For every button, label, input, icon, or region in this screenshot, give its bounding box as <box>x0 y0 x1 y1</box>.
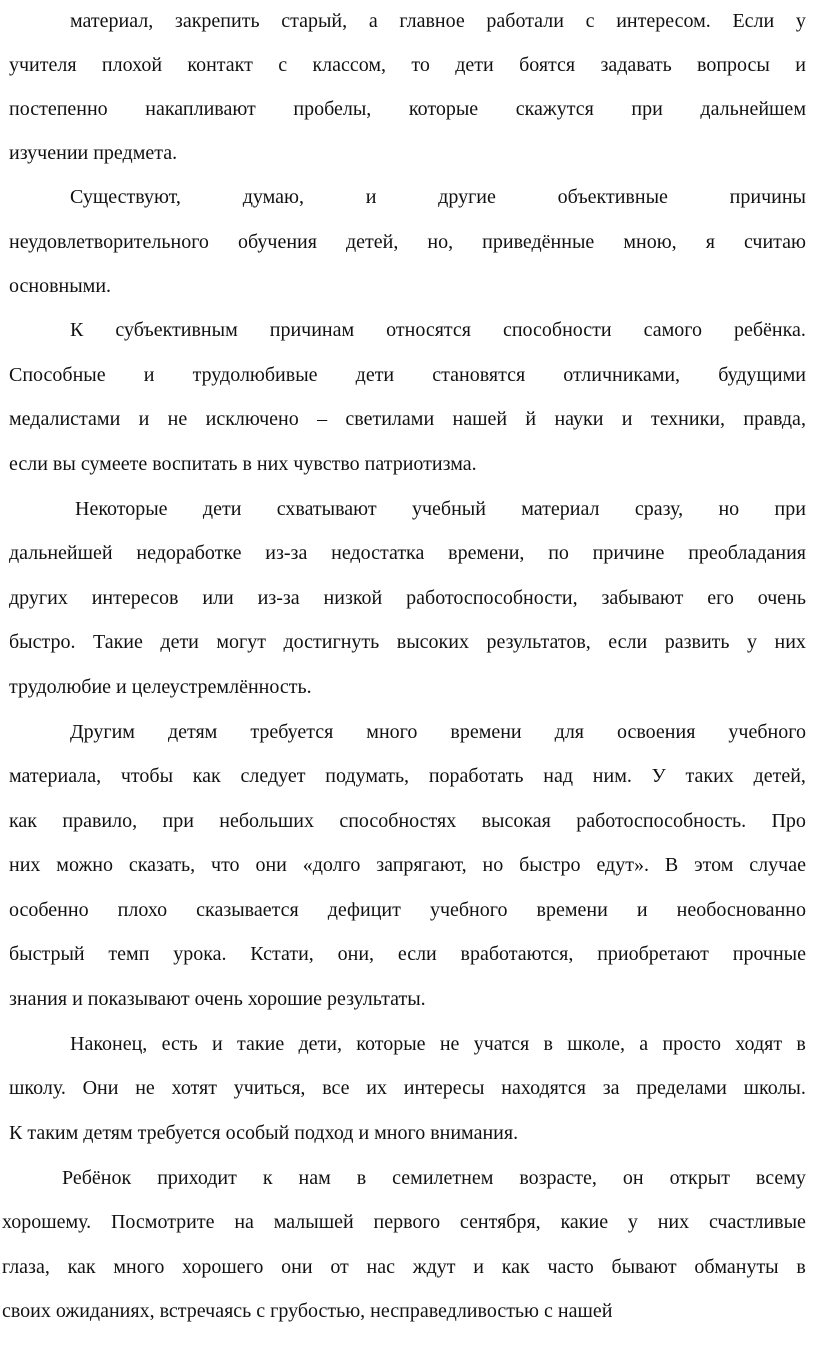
word: при <box>631 98 663 120</box>
word: если <box>608 631 648 653</box>
word: медалистами <box>9 408 121 430</box>
word: по <box>548 542 569 564</box>
word: с <box>585 10 595 32</box>
word: ним. <box>592 765 632 787</box>
word: Они <box>82 1077 119 1099</box>
word: детей, <box>753 765 806 787</box>
word: отличниками, <box>563 364 681 386</box>
word: обучения <box>237 231 317 253</box>
word: при <box>774 498 806 520</box>
word: которые <box>408 98 479 120</box>
word: преобладания <box>688 542 806 564</box>
word: освоения <box>617 721 696 743</box>
word: учебного <box>728 721 806 743</box>
word: «долго <box>302 854 361 876</box>
word: времени, <box>448 542 525 564</box>
word: то <box>411 54 430 76</box>
word: темп <box>108 943 150 965</box>
word: быстро. <box>9 631 76 653</box>
text-line <box>70 1034 806 1054</box>
word: недостатка <box>331 542 425 564</box>
word: бывают <box>611 1256 677 1278</box>
word: как <box>67 1256 96 1278</box>
word: как <box>192 765 221 787</box>
word: Если <box>732 10 775 32</box>
word: В <box>664 854 679 876</box>
word: я <box>705 231 715 253</box>
word: недоработке <box>136 542 242 564</box>
word: работали <box>486 10 564 32</box>
text-line <box>9 543 806 563</box>
word: есть <box>161 1033 198 1055</box>
word: могут <box>216 631 266 653</box>
word: становятся <box>432 364 526 386</box>
word: и <box>621 408 633 430</box>
word: классом, <box>312 54 387 76</box>
word: материал, <box>70 10 154 32</box>
word: сказать, <box>128 854 196 876</box>
word: хорошего <box>182 1256 264 1278</box>
word: на <box>234 1211 254 1233</box>
word: Некоторые <box>75 498 168 520</box>
text-line <box>9 632 806 652</box>
word: он <box>622 1167 644 1189</box>
word: способности <box>502 319 612 341</box>
word: открыт <box>669 1167 730 1189</box>
word: них <box>774 631 806 653</box>
word: таких <box>685 765 734 787</box>
word: старый, <box>281 10 348 32</box>
word: и <box>212 1033 223 1055</box>
word: Такие <box>92 631 143 653</box>
word: дети, <box>298 1033 342 1055</box>
word: низкой <box>323 587 383 609</box>
word: дальнейшей <box>9 542 113 564</box>
word: материал <box>521 498 600 520</box>
word: в <box>543 1033 553 1055</box>
word: исключено <box>205 408 299 430</box>
word: в <box>356 1167 367 1189</box>
word: необоснованно <box>676 899 806 921</box>
word: причинам <box>269 319 355 341</box>
word: они <box>281 1256 313 1278</box>
word: Наконец, <box>70 1033 148 1055</box>
text-line: изучении предмета. <box>9 142 178 164</box>
word: времени <box>450 721 522 743</box>
text-line: знания и показывают очень хорошие результаты. <box>9 988 426 1010</box>
word: них <box>657 1211 690 1233</box>
word: и <box>365 186 377 208</box>
word: в <box>796 1033 806 1055</box>
word: Другим <box>70 721 135 743</box>
word: хорошему. <box>2 1211 92 1233</box>
word: высокая <box>481 810 551 832</box>
word: много <box>366 721 418 743</box>
word: другие <box>438 186 496 208</box>
word: с <box>278 54 288 76</box>
word: приобретают <box>597 943 709 965</box>
word: хотят <box>171 1077 217 1099</box>
word: и <box>795 54 806 76</box>
word: обмануты <box>694 1256 779 1278</box>
word: нас <box>366 1256 396 1278</box>
word: высоких <box>396 631 469 653</box>
word: субъективным <box>115 319 238 341</box>
text-line <box>9 99 806 119</box>
word: у <box>747 631 758 653</box>
word: развить <box>664 631 730 653</box>
word: глаза, <box>2 1256 50 1278</box>
text-line <box>9 1078 806 1098</box>
word: школе, <box>567 1033 625 1055</box>
text-line <box>2 1212 806 1232</box>
word: всему <box>755 1167 806 1189</box>
word: дальнейшем <box>700 98 806 120</box>
word: их <box>366 1077 387 1099</box>
word: плохой <box>101 54 163 76</box>
word: способностях <box>339 810 457 832</box>
text-line <box>2 1257 806 1277</box>
word: семилетнем <box>392 1167 494 1189</box>
word: науки <box>554 408 604 430</box>
word: возрасте, <box>519 1167 597 1189</box>
word: случае <box>749 854 806 876</box>
word: светилами <box>345 408 435 430</box>
word: дети <box>202 498 242 520</box>
word: как <box>9 810 38 832</box>
word: – <box>317 408 328 430</box>
word: требуется <box>250 721 334 743</box>
word: самого <box>643 319 702 341</box>
text-line: если вы сумеете воспитать в них чувство патриотизма. <box>9 453 477 475</box>
word: техники, <box>650 408 726 430</box>
word: к <box>262 1167 273 1189</box>
word: материала, <box>9 765 102 787</box>
word: как <box>501 1256 530 1278</box>
word: них <box>9 854 41 876</box>
word: часто <box>547 1256 594 1278</box>
word: скажутся <box>515 98 594 120</box>
word: из-за <box>257 587 300 609</box>
word: у <box>795 10 806 32</box>
word: детей, <box>345 231 399 253</box>
text-line <box>70 722 806 742</box>
word: и <box>138 408 150 430</box>
word: дети <box>455 54 494 76</box>
word: следует <box>240 765 306 787</box>
text-line <box>9 855 806 875</box>
word: над <box>543 765 574 787</box>
word: для <box>554 721 584 743</box>
word: учиться, <box>233 1077 306 1099</box>
word: не <box>167 408 188 430</box>
word: Способные <box>9 364 106 386</box>
word: правда, <box>743 408 806 430</box>
word: а <box>639 1033 649 1055</box>
word: Ребёнок <box>62 1167 132 1189</box>
text-line <box>9 409 806 429</box>
text-line <box>70 11 806 31</box>
word: учебный <box>411 498 486 520</box>
word: забывают <box>601 587 684 609</box>
word: все <box>322 1077 350 1099</box>
text-line: своих ожиданиях, встречаясь с грубостью, несправедливостью с нашей <box>2 1300 613 1322</box>
word: причины <box>729 186 806 208</box>
word: что <box>211 854 240 876</box>
word: нашей <box>452 408 508 430</box>
word: Кстати, <box>250 943 314 965</box>
word: Посмотрите <box>110 1211 215 1233</box>
word: пробелы, <box>293 98 372 120</box>
word: контакт <box>187 54 253 76</box>
word: относятся <box>386 319 471 341</box>
text-line: трудолюбие и целеустремлённость. <box>9 676 312 698</box>
word: й <box>525 408 537 430</box>
word: но, <box>427 231 454 253</box>
word: закрепить <box>174 10 260 32</box>
word: и <box>636 899 648 921</box>
word: очень <box>757 587 806 609</box>
word: школу. <box>9 1077 66 1099</box>
text-line <box>75 499 806 519</box>
word: за <box>602 1077 620 1099</box>
word: при <box>162 810 194 832</box>
word: Про <box>771 810 806 832</box>
text-line: основными. <box>9 275 112 297</box>
word: сентября, <box>459 1211 541 1233</box>
word: а <box>368 10 378 32</box>
word: К <box>70 319 84 341</box>
text-line <box>9 588 806 608</box>
word: от <box>330 1256 349 1278</box>
word: других <box>9 587 68 609</box>
word: мною, <box>623 231 677 253</box>
word: такие <box>237 1033 285 1055</box>
text-line <box>9 766 806 786</box>
word: дети <box>160 631 199 653</box>
word: интересов <box>91 587 179 609</box>
word: причине <box>592 542 665 564</box>
text-line <box>9 232 806 252</box>
text-line <box>62 1168 806 1188</box>
word: дети <box>355 364 395 386</box>
word: плохо <box>117 899 168 921</box>
word: задавать <box>600 54 672 76</box>
word: результатов, <box>486 631 591 653</box>
word: главное <box>399 10 465 32</box>
word: много <box>113 1256 165 1278</box>
word: они <box>255 854 287 876</box>
word: У <box>651 765 666 787</box>
word: пределами <box>636 1077 727 1099</box>
word: едут». <box>596 854 649 876</box>
word: поработать <box>428 765 524 787</box>
word: в <box>796 1256 806 1278</box>
word: но <box>482 854 504 876</box>
word: урока. <box>173 943 227 965</box>
word: правило, <box>62 810 138 832</box>
word: его <box>707 587 734 609</box>
word: которые <box>356 1033 426 1055</box>
word: будущими <box>718 364 806 386</box>
word: трудолюбивые <box>192 364 318 386</box>
word: учителя <box>9 54 77 76</box>
word: из-за <box>265 542 308 564</box>
word: детям <box>167 721 218 743</box>
word: сказывается <box>196 899 299 921</box>
word: запрягают, <box>376 854 467 876</box>
word: ждут <box>412 1256 456 1278</box>
word: если <box>397 943 437 965</box>
text-line: К таким детям требуется особый подход и много внимания. <box>9 1122 519 1144</box>
word: они, <box>337 943 375 965</box>
word: вработаются, <box>460 943 574 965</box>
word: интересы <box>403 1077 485 1099</box>
word: дефицит <box>327 899 401 921</box>
word: накапливают <box>145 98 256 120</box>
word: постепенно <box>9 98 108 120</box>
word: нам <box>298 1167 331 1189</box>
word: ходят <box>735 1033 783 1055</box>
word: сразу, <box>634 498 684 520</box>
word: приведённые <box>482 231 595 253</box>
word: быстрый <box>9 943 85 965</box>
word: чтобы <box>120 765 174 787</box>
text-line <box>9 944 806 964</box>
word: неудовлетворительного <box>9 231 209 253</box>
word: просто <box>662 1033 721 1055</box>
word: подумать, <box>325 765 410 787</box>
word: но <box>718 498 740 520</box>
word: объективные <box>557 186 668 208</box>
word: первого <box>373 1211 441 1233</box>
text-line <box>9 365 806 385</box>
word: небольших <box>219 810 314 832</box>
word: прочные <box>732 943 806 965</box>
word: интересом. <box>616 10 711 32</box>
word: приходит <box>157 1167 237 1189</box>
word: Существуют, <box>70 186 181 208</box>
word: думаю, <box>242 186 304 208</box>
text-line <box>9 811 806 831</box>
word: и <box>473 1256 484 1278</box>
word: малышей <box>273 1211 354 1233</box>
word: вопросы <box>697 54 770 76</box>
word: достигнуть <box>283 631 380 653</box>
word: учатся <box>473 1033 530 1055</box>
word: и <box>143 364 155 386</box>
word: какие <box>560 1211 609 1233</box>
text-line <box>9 55 806 75</box>
word: быстро <box>519 854 581 876</box>
word: не <box>135 1077 155 1099</box>
word: боятся <box>519 54 576 76</box>
word: не <box>439 1033 460 1055</box>
word: работоспособности, <box>406 587 578 609</box>
word: можно <box>56 854 113 876</box>
word: у <box>627 1211 638 1233</box>
word: времени <box>536 899 608 921</box>
word: считаю <box>743 231 806 253</box>
word: особенно <box>9 899 89 921</box>
word: счастливые <box>708 1211 806 1233</box>
word: школы. <box>743 1077 806 1099</box>
word: работоспособность. <box>576 810 747 832</box>
word: учебного <box>429 899 508 921</box>
word: или <box>202 587 234 609</box>
word: ребёнка. <box>733 319 806 341</box>
text-line <box>9 900 806 920</box>
word: схватывают <box>276 498 377 520</box>
text-line <box>70 187 806 207</box>
word: этом <box>694 854 734 876</box>
text-line <box>70 320 806 340</box>
word: находятся <box>501 1077 586 1099</box>
